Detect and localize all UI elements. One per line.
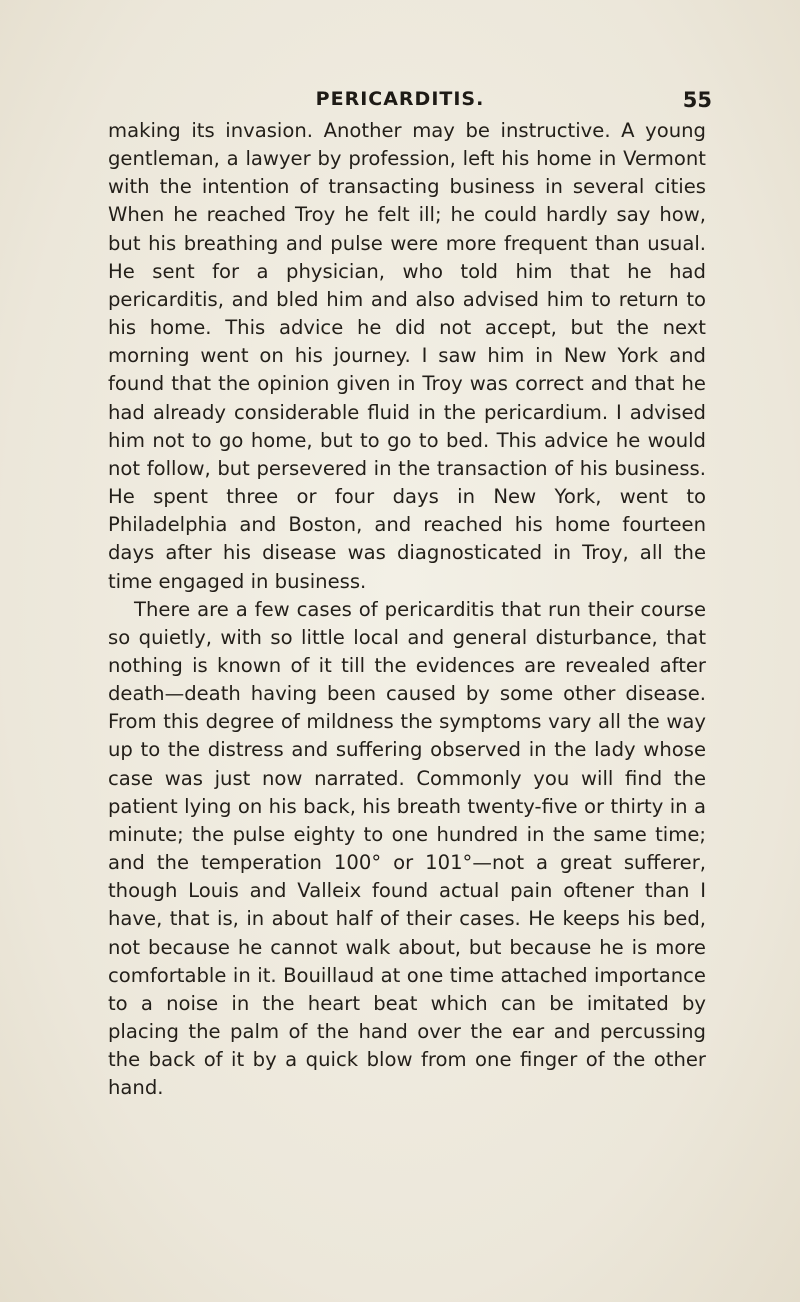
body-text <box>108 117 706 1102</box>
page-number: 55 <box>682 88 712 112</box>
paragraph-1: making its invasion. Another may be instructive. A young gentleman, a lawyer by profession, left his home in Vermont with the intention of transacting business in several cities When he reached Troy he felt ill; he could hardly say how, but his breathing and pulse were more frequent than usual. He sent for a physician, who told him that he had pericarditis, and bled him and also advised him to return to his home. This advice he did not accept, but the next morning went on his journey. I saw him in New York and found that the opinion given in Troy was correct and that he had already considerable fluid in the pericardium. I advised him not to go home, but to go to bed. This advice he would not follow, but persevered in the transaction of his business. He spent three or four days in New York, went to Philadelphia and Boston, and reached his home fourteen days after his disease was diagnosticated in Troy, all the time engaged in business. <box>108 119 706 593</box>
page-header <box>0 88 800 114</box>
running-head: PERICARDITIS. <box>315 88 485 110</box>
paragraph-2: There are a few cases of pericarditis that run their course so quietly, with so little local and general disturbance, that nothing is known of it till the evidences are revealed after death—death having been caused by some other disease. From this degree of mildness the symptoms vary all the way up to the distress and suffering observed in the lady whose case was just now narrated. Commonly you will find the patient lying on his back, his breath twenty-five or thirty in a minute; the pulse eighty to one hundred in the same time; and the temperation 100° or 101°—not a great sufferer, though Louis and Valleix found actual pain oftener than I have, that is, in about half of their cases. He keeps his bed, not because he cannot walk about, but because he is more comfortable in it. Bouillaud at one time attached importance to a noise in the heart beat which can be imitated by placing the palm of the hand over the ear and percussing the back of it by a quick blow from one finger of the other hand. <box>108 597 706 1100</box>
